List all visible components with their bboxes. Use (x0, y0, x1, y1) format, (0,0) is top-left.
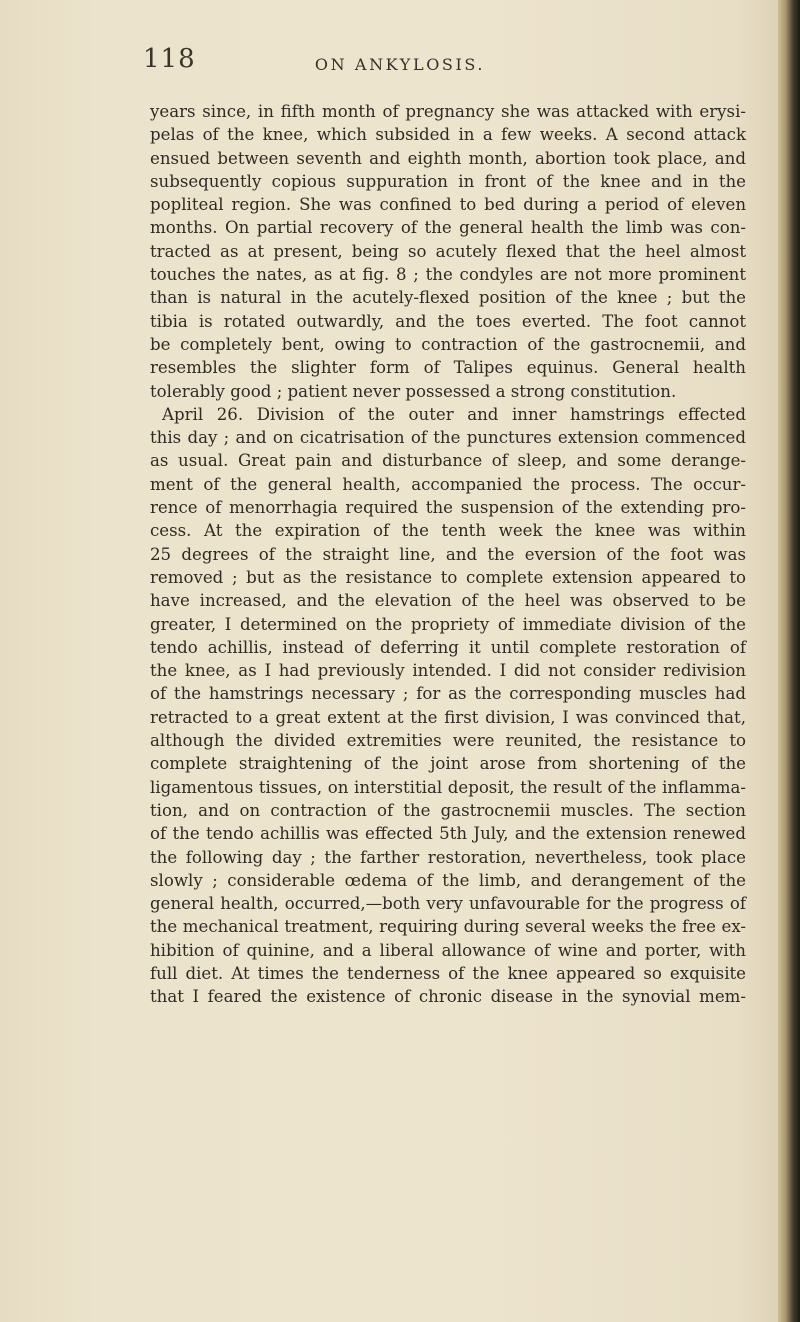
text-line: tion, and on contraction of the gastrocnemii muscles. The section (150, 800, 746, 820)
text-line: the knee, as I had previously intended. I did not consider redivision (150, 661, 746, 681)
text-line: tracted as at present, being so acutely flexed that the heel almost (150, 241, 746, 261)
text-line: tibia is rotated outwardly, and the toes everted. The foot cannot (150, 311, 746, 331)
text-line: subsequently copious suppuration in front of the knee and in the (150, 171, 746, 191)
text-line: rence of menorrhagia required the suspension of the extending pro- (150, 498, 746, 518)
text-line: complete straightening of the joint arose from shortening of the (150, 754, 746, 774)
text-line: years since, in fifth month of pregnancy she was attacked with erysi- (150, 102, 746, 121)
text-line: than is natural in the acutely-flexed position of the knee ; but the (150, 288, 746, 308)
text-line: of the hamstrings necessary ; for as the corresponding muscles had (150, 684, 746, 704)
text-line: removed ; but as the resistance to complete extension appeared to (150, 567, 746, 587)
text-line: as usual. Great pain and disturbance of sleep, and some derange- (150, 451, 746, 471)
text-line: tendo achillis, instead of deferring it until complete restoration of (150, 637, 746, 657)
text-line: have increased, and the elevation of the heel was observed to be (150, 591, 746, 611)
running-title: ON ANKYLOSIS. (314, 55, 486, 74)
text-line: greater, I determined on the propriety of immediate division of the (150, 614, 746, 634)
text-line: although the divided extremities were reunited, the resistance to (150, 731, 746, 751)
text-line: months. On partial recovery of the general health the limb was con- (150, 218, 746, 238)
text-line: popliteal region. She was confined to bed during a period of eleven (150, 195, 746, 215)
text-line: that I feared the existence of chronic disease in the synovial mem- (150, 987, 746, 1007)
text-line: the following day ; the farther restoration, nevertheless, took place (150, 847, 746, 867)
text-line: tolerably good ; patient never possessed a strong constitution. (150, 381, 677, 401)
text-line: touches the nates, as at fig. 8 ; the condyles are not more prominent (150, 265, 746, 285)
text-line: pelas of the knee, which subsided in a few weeks. A second attack (150, 125, 746, 145)
body-text (150, 100, 746, 1009)
text-line: cess. At the expiration of the tenth week the knee was within (150, 521, 746, 541)
book-spine-edge (778, 0, 800, 1322)
text-line: be completely bent, owing to contraction of the gastrocnemii, and (150, 334, 746, 354)
text-line: this day ; and on cicatrisation of the punctures extension commenced (150, 428, 746, 448)
text-line: the mechanical treatment, requiring during several weeks the free ex- (150, 917, 746, 937)
text-line: of the tendo achillis was effected 5th July, and the extension renewed (150, 824, 746, 844)
text-line: full diet. At times the tenderness of the knee appeared so exquisite (150, 963, 746, 983)
text-line: ensued between seventh and eighth month, abortion took place, and (150, 148, 746, 168)
text-line: 25 degrees of the straight line, and the eversion of the foot was (150, 544, 746, 564)
text-line: slowly ; considerable œdema of the limb, and derangement of the (150, 870, 746, 890)
text-line: general health, occurred,—both very unfavourable for the progress of (150, 894, 746, 914)
text-line: ment of the general health, accompanied the process. The occur- (150, 474, 746, 494)
text-line: April 26. Division of the outer and inner hamstrings effected (162, 404, 746, 424)
text-line: ligamentous tissues, on interstitial deposit, the result of the inflamma- (150, 777, 746, 797)
text-line: hibition of quinine, and a liberal allowance of wine and porter, with (150, 940, 746, 960)
page-number: 118 (143, 44, 196, 74)
text-line: retracted to a great extent at the first division, I was convinced that, (150, 707, 746, 727)
text-line: resembles the slighter form of Talipes equinus. General health (150, 358, 746, 378)
